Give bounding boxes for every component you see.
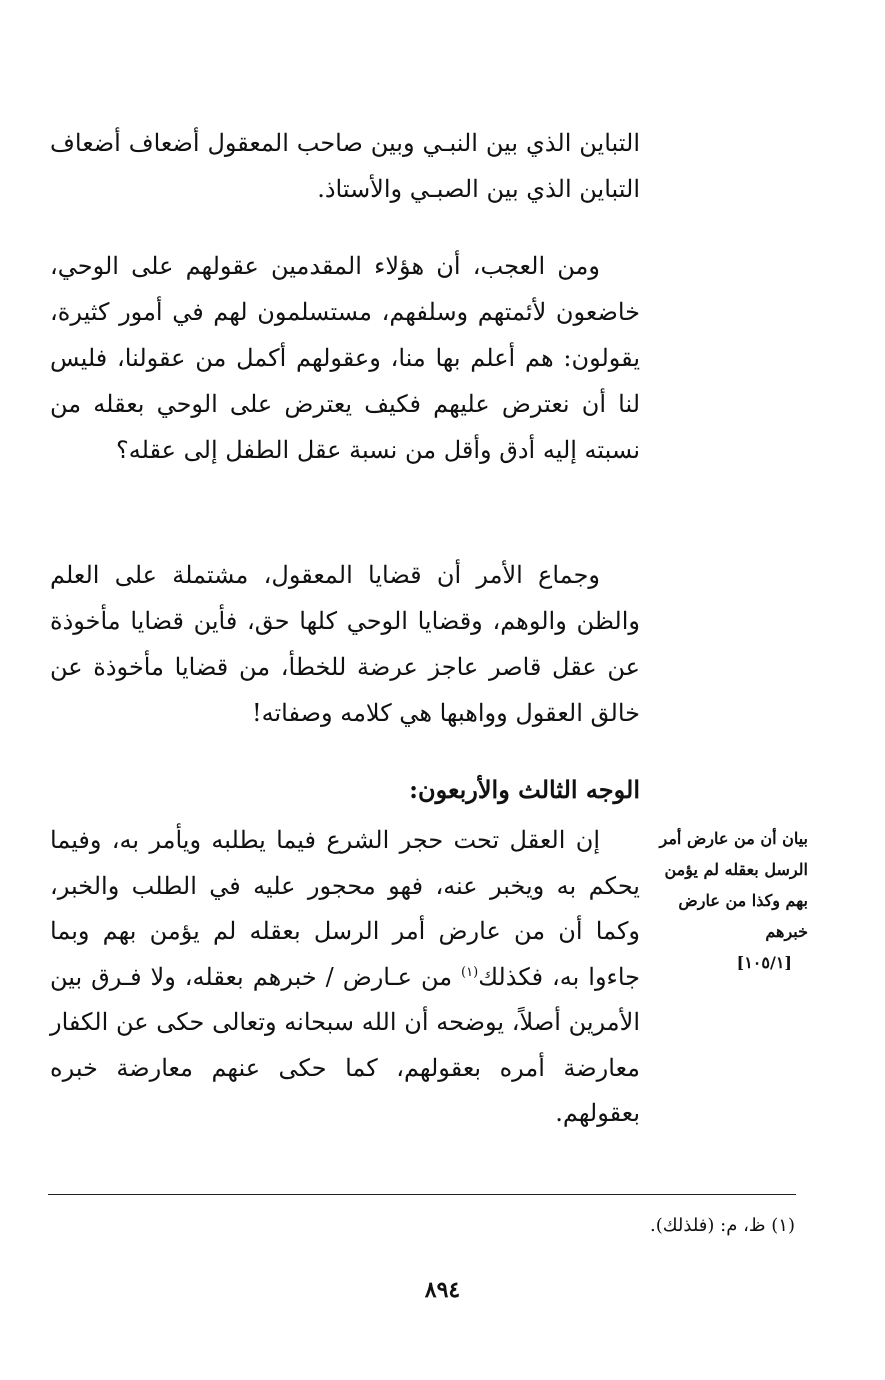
margin-note-text: بيان أن من عارض أمر الرسل بعقله لم يؤمن بهم وكذا من عارض خبرهم bbox=[659, 829, 808, 941]
section-heading: الوجه الثالث والأربعون: bbox=[409, 775, 640, 804]
paragraph-3 bbox=[50, 552, 640, 736]
paragraph-1-text: التباين الذي بين النبـي وبين صاحب المعقول أضعاف أضعاف التباين الذي بين الصبـي والأستاذ. bbox=[50, 129, 640, 203]
paragraph-4 bbox=[50, 818, 640, 1137]
footnote-marker: (١) bbox=[461, 964, 479, 980]
paragraph-2 bbox=[50, 243, 640, 473]
paragraph-3-text: وجماع الأمر أن قضايا المعقول، مشتملة على العلم والظن والوهم، وقضايا الوحي كلها حق، فأين قضايا مأخوذة عن عقل قاصر عاجز عرضة للخطأ، من قضايا مأخوذة عن خالق العقول وواهبها هي كلامه وصفاته! bbox=[50, 561, 640, 727]
paragraph-2-text: ومن العجب، أن هؤلاء المقدمين عقولهم على الوحي، خاضعون لأئمتهم وسلفهم، مستسلمون لهم في أمور كثيرة، يقولون: هم أعلم بها منا، وعقولهم أكمل من عقولنا، فليس لنا أن نعترض عليهم فكيف يعترض على الوحي بعقله من نسبته إليه أدق وأقل من نسبة عقل الطفل إلى عقله؟ bbox=[50, 252, 641, 464]
margin-note bbox=[650, 823, 808, 978]
page-number: ٨٩٤ bbox=[424, 1277, 461, 1303]
paragraph-4-text-start: إن العقل تحت حجر الشرع فيما يطلبه ويأمر به، وفيما يحكم به ويخبر عنه، فهو محجور عليه في الطلب والخبر، وكما أن من عارض أمر الرسل بعقله لم يؤمن بهم وبما جاءوا به، فكذلك bbox=[50, 826, 640, 991]
footnote-divider bbox=[48, 1194, 796, 1195]
paragraph-1 bbox=[50, 120, 640, 212]
paragraph-4-text-end: من عـارض / خبرهم بعقله، ولا فـرق بين الأمرين أصلاً، يوضحه أن الله سبحانه وتعالى حكى عن الكفار معارضة أمره بعقولهم، كما حكى عنهم معارضة خبره بعقولهم. bbox=[50, 962, 640, 1127]
margin-note-reference: [١٠٥/١] bbox=[736, 953, 792, 972]
footnote: (١) ظ، م: (فلذلك). bbox=[650, 1215, 795, 1236]
